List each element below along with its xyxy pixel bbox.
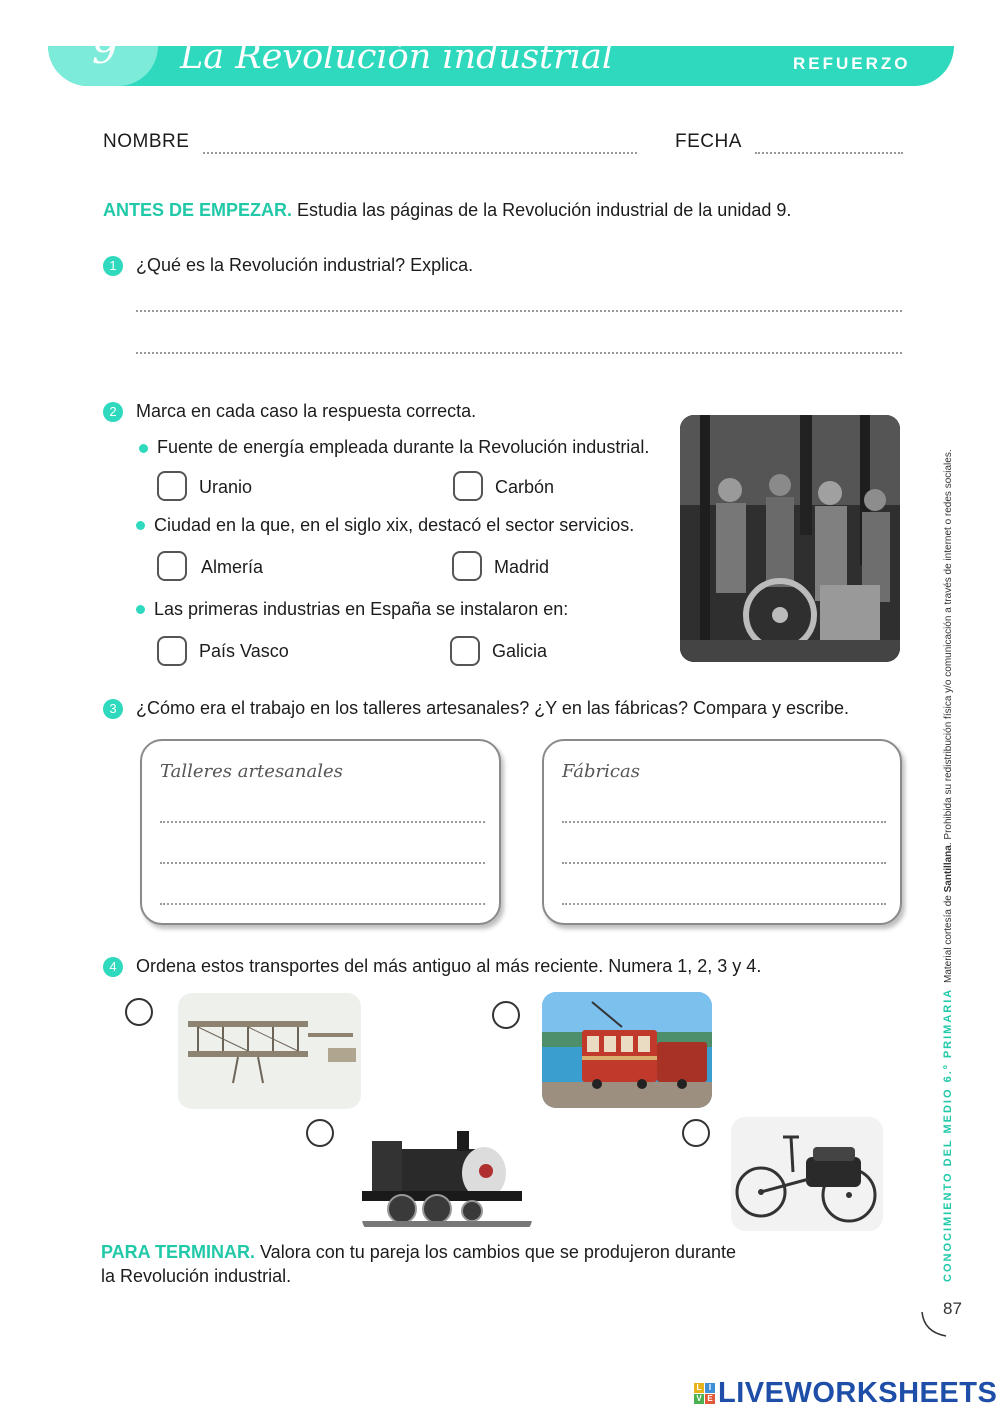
car-icon (731, 1117, 883, 1231)
unit-number: 9 (92, 27, 118, 73)
fabricas-answer-line-2[interactable] (562, 840, 886, 864)
closing-paragraph (101, 1240, 761, 1288)
car-image (731, 1117, 883, 1231)
question-1-answer-line-1[interactable] (136, 288, 902, 312)
fabricas-answer-line-1[interactable] (562, 799, 886, 823)
fabricas-answer-line-3[interactable] (562, 881, 886, 905)
liveworksheets-logo-icon: L I V E (694, 1383, 715, 1404)
page-number: 87 (943, 1299, 962, 1318)
talleres-box-title: Talleres artesanales (160, 761, 343, 782)
option-galicia-label: Galicia (492, 641, 548, 661)
fabricas-box (542, 739, 902, 925)
option-uranio-label: Uranio (199, 477, 253, 497)
option-pais-vasco-label: País Vasco (199, 641, 289, 661)
option-uranio-checkbox[interactable] (157, 471, 187, 501)
bullet (139, 444, 148, 453)
bullet (136, 605, 145, 614)
option-almeria-label: Almería (201, 557, 264, 577)
name-label: NOMBRE (103, 131, 190, 152)
question-2-number: 2 (103, 402, 123, 422)
intro-paragraph (103, 200, 791, 221)
option-galicia-checkbox[interactable] (450, 636, 480, 666)
talleres-box (140, 739, 501, 925)
date-field[interactable] (755, 130, 903, 154)
option-carbon-checkbox[interactable] (453, 471, 483, 501)
course-label: CONOCIMIENTO DEL MEDIO 6.º PRIMARIA (942, 987, 954, 1282)
locomotive-image (362, 1121, 532, 1233)
name-field[interactable] (203, 130, 637, 154)
option-almeria-checkbox[interactable] (157, 551, 187, 581)
intro-text: Estudia las páginas de la Revolución industrial de la unidad 9. (297, 200, 792, 220)
copyright-suffix: . Prohibida su redistribución física y/o comunicación a través de internet o redes sociales. (943, 449, 954, 846)
closing-text-2: la Revolución industrial. (101, 1266, 292, 1286)
copyright-notice (943, 449, 954, 983)
question-2a-prompt: Fuente de energía empleada durante la Revolución industrial. (157, 437, 650, 457)
question-1-answer-line-2[interactable] (136, 330, 902, 354)
worksheet-tag: REFUERZO (793, 54, 911, 73)
talleres-answer-line-1[interactable] (160, 799, 485, 823)
question-3-number: 3 (103, 699, 123, 719)
factory-illustration (680, 415, 900, 662)
liveworksheets-logo (694, 1377, 997, 1410)
locomotive-icon (362, 1121, 532, 1233)
copyright-brand: Santillana (943, 845, 954, 893)
airplane-image (178, 993, 361, 1109)
intro-lead: ANTES DE EMPEZAR. (103, 200, 293, 220)
question-1-text: ¿Qué es la Revolución industrial? Explica. (136, 255, 474, 275)
tram-icon (542, 992, 712, 1108)
option-madrid-checkbox[interactable] (452, 551, 482, 581)
question-3-text: ¿Cómo era el trabajo en los talleres artesanales? ¿Y en las fábricas? Compara y escribe. (136, 698, 850, 718)
airplane-icon (178, 993, 361, 1109)
page-title: La Revolución industrial (180, 37, 614, 77)
talleres-answer-line-3[interactable] (160, 881, 485, 905)
fabricas-box-title: Fábricas (562, 761, 640, 782)
option-pais-vasco-checkbox[interactable] (157, 636, 187, 666)
question-4-text: Ordena estos transportes del más antiguo al más reciente. Numera 1, 2, 3 y 4. (136, 956, 762, 976)
tram-order-circle[interactable] (492, 1001, 520, 1029)
car-order-circle[interactable] (682, 1119, 710, 1147)
page-corner-curve (920, 1310, 950, 1340)
question-2c-prompt: Las primeras industrias en España se instalaron en: (154, 599, 569, 619)
option-carbon-label: Carbón (495, 477, 555, 497)
liveworksheets-wordmark: LIVEWORKSHEETS (718, 1377, 998, 1409)
date-label: FECHA (675, 131, 742, 152)
question-1-number: 1 (103, 256, 123, 276)
question-4-number: 4 (103, 957, 123, 977)
closing-text: Valora con tu pareja los cambios que se produjeron durante (260, 1242, 736, 1262)
factory-workers-image (680, 415, 900, 662)
locomotive-order-circle[interactable] (306, 1119, 334, 1147)
option-madrid-label: Madrid (494, 557, 550, 577)
tram-image (542, 992, 712, 1108)
copyright-prefix: Material cortesía de (943, 895, 954, 983)
airplane-order-circle[interactable] (125, 998, 153, 1026)
talleres-answer-line-2[interactable] (160, 840, 485, 864)
question-2b-prompt: Ciudad en la que, en el siglo xix, destacó el sector servicios. (154, 515, 635, 535)
closing-lead: PARA TERMINAR. (101, 1242, 255, 1262)
question-2-text: Marca en cada caso la respuesta correcta. (136, 401, 477, 421)
bullet (136, 521, 145, 530)
